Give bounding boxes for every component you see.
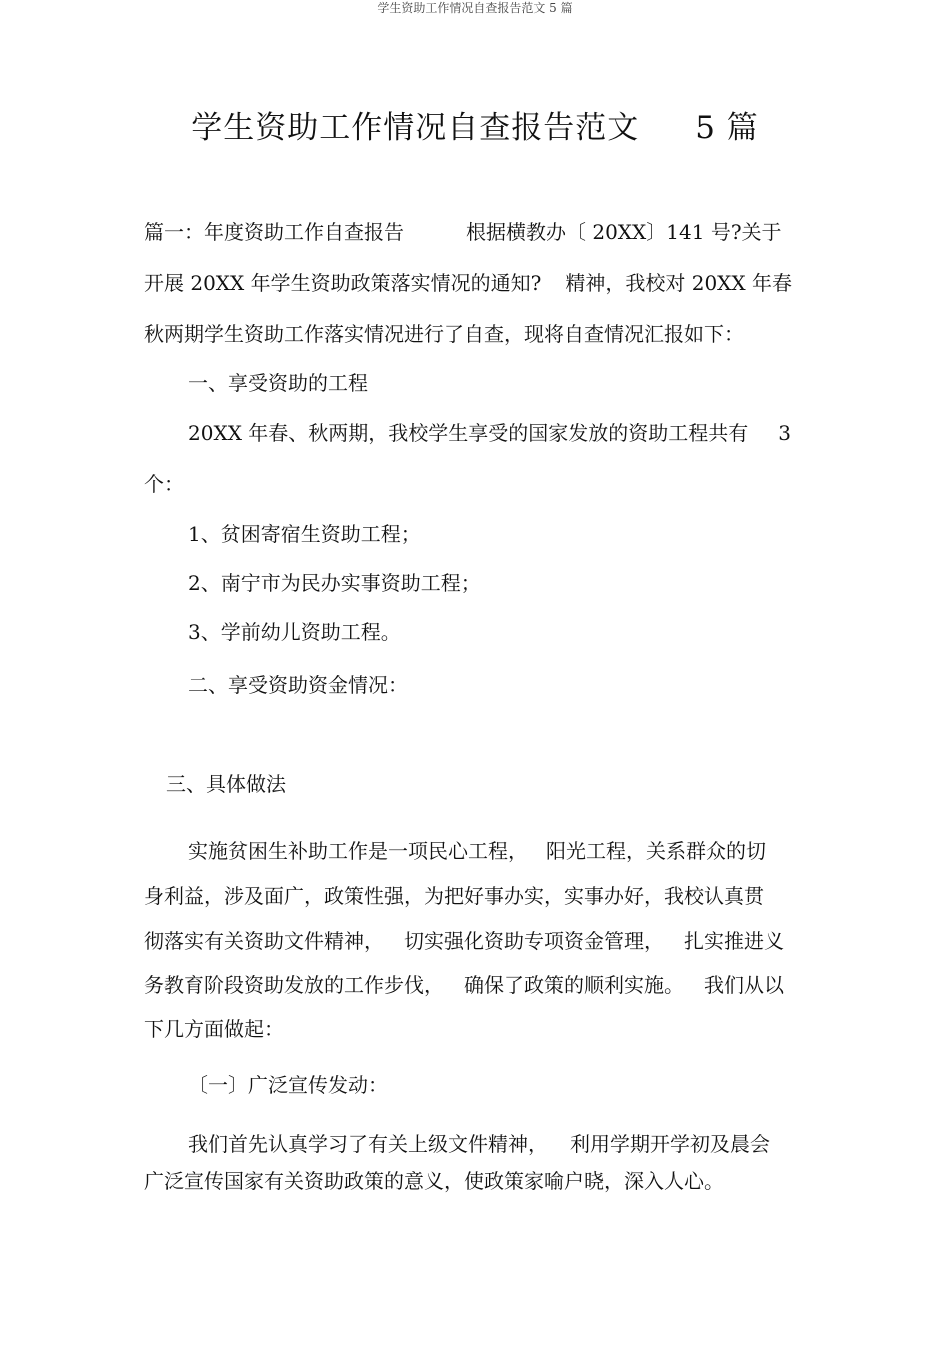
paragraph-line [144,883,816,909]
text-segment: 20XX 年春、秋两期，我校学生享受的国家发放的资助工程共有 [188,421,749,445]
document-title [0,108,950,148]
text-segment: 我们首先认真学习了有关上级文件精神， [188,1132,548,1156]
text-segment: 扎实推进义 [684,929,784,953]
paragraph-line [144,321,816,347]
list-item [188,521,860,547]
text-segment: 精神，我校对 20XX 年春 [565,271,793,295]
text-segment: 三、具体做法 [166,772,286,796]
list-item [188,570,860,596]
text-segment: 一、享受资助的工程 [188,371,368,395]
paragraph-line [144,270,816,296]
title-main: 学生资助工作情况自查报告范文 [191,110,640,146]
text-segment: 秋两期学生资助工作落实情况进行了自查，现将自查情况汇报如下： [144,322,744,346]
text-segment: 个： [144,472,184,496]
paragraph-line [188,420,860,446]
section-heading [166,771,838,797]
text-segment: 〔一〕广泛宣传发动： [188,1073,388,1097]
running-header: 学生资助工作情况自查报告范文 5 篇 [377,1,573,15]
paragraph-line [144,219,816,245]
paragraph-line [144,928,816,954]
text-segment: 我们从以 [704,973,784,997]
list-item [188,619,860,645]
text-segment: 3、学前幼儿资助工程。 [188,620,401,644]
text-segment: 开展 20XX 年学生资助政策落实情况的通知? [144,271,542,295]
paragraph-line [188,838,860,864]
text-segment: 彻落实有关资助文件精神， [144,929,384,953]
text-segment: 切实强化资助专项资金管理， [404,929,664,953]
text-segment: 二、享受资助资金情况： [188,673,408,697]
text-segment: 身利益，涉及面广，政策性强，为把好事办实，实事办好，我校认真贯 [144,884,764,908]
text-segment: 阳光工程，关系群众的切 [546,839,766,863]
paragraph-line [144,1168,816,1194]
paragraph-line [188,1131,860,1157]
section-heading [188,672,860,698]
title-count: 5 篇 [695,110,759,146]
text-segment: 根据横教办〔 20XX〕141 号?关于 [466,220,782,244]
text-segment: 广泛宣传国家有关资助政策的意义，使政策家喻户晓，深入人心。 [144,1169,724,1193]
paragraph-line [144,972,816,998]
text-segment: 下几方面做起： [144,1017,284,1041]
text-segment: 1、贫困寄宿生资助工程； [188,522,421,546]
text-segment: 3 [778,421,792,445]
subsection-heading [188,1072,860,1098]
text-segment: 篇一：年度资助工作自查报告 [144,220,404,244]
text-segment: 确保了政策的顺利实施。 [464,973,684,997]
paragraph-line [144,471,816,497]
paragraph-line [144,1016,816,1042]
text-segment: 利用学期开学初及晨会 [570,1132,770,1156]
text-segment: 务教育阶段资助发放的工作步伐， [144,973,444,997]
text-segment: 2、南宁市为民办实事资助工程； [188,571,481,595]
section-heading [188,370,860,396]
text-segment: 实施贫困生补助工作是一项民心工程， [188,839,528,863]
